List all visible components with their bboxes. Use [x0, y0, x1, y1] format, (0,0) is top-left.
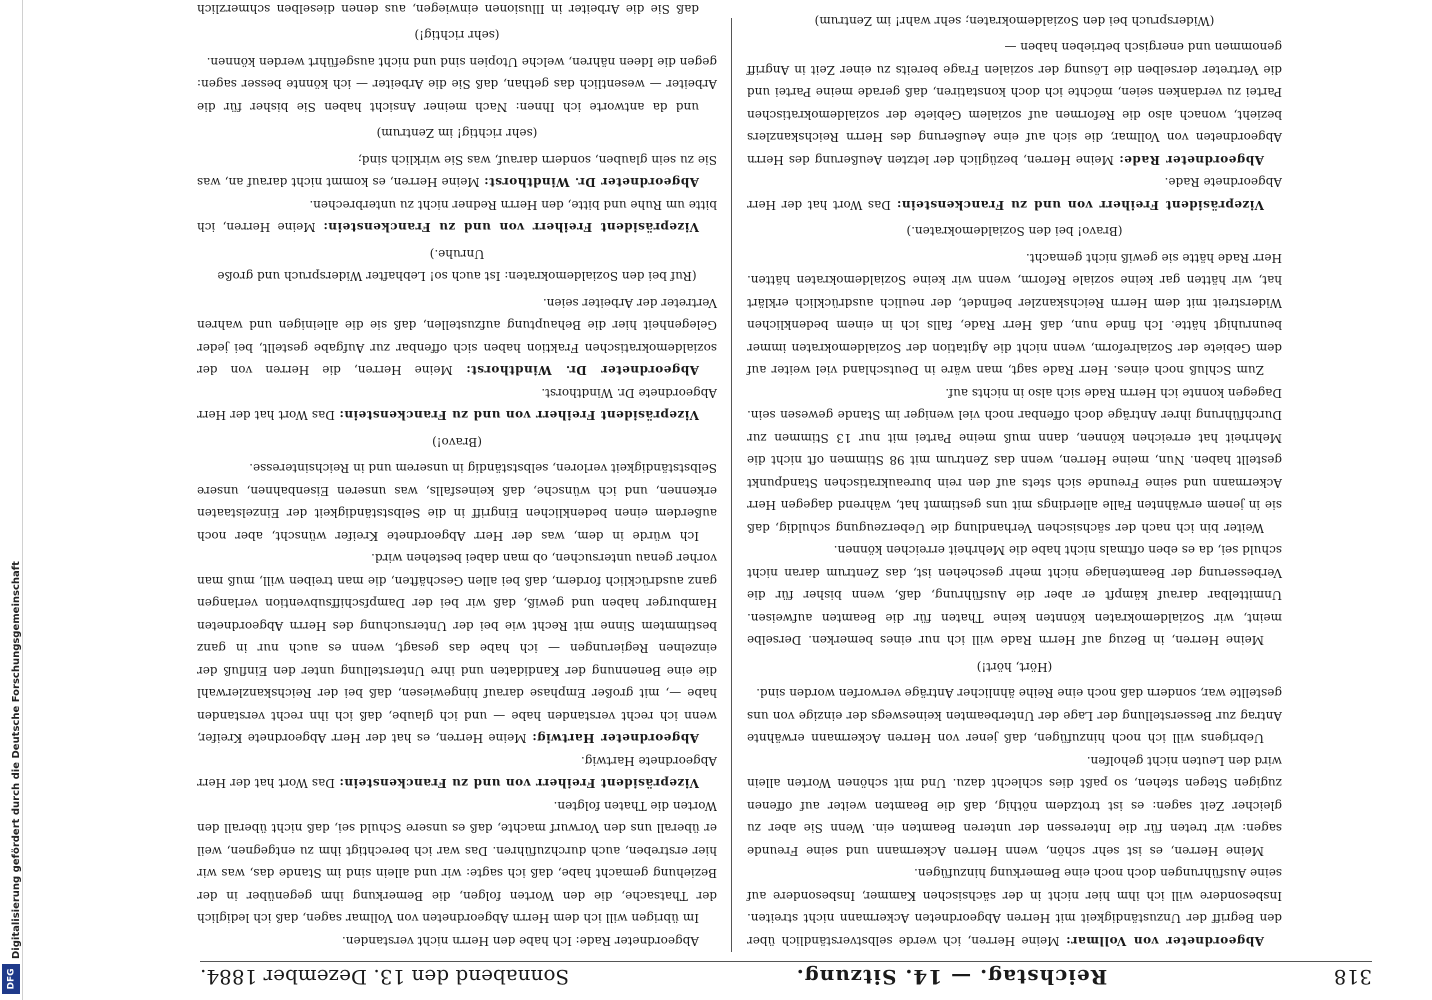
speech-paragraph: [197, 194, 717, 239]
text-paragraph: Weiter bin ich nach der sächsischen Verhandlung die Ueberzeugung schuldig, daß sie in jenem erwähnten Falle allerdings mit uns gestimmt hat, während dagegen Herr Ackermann und seine Freunde sich stets auf den rein bureaukratischen Standpunkt gestellt haben. Nun, meine Herren, wenn das Zentrum mit 98 Stimmen oft nicht die Mehrheit hat erreichen können, dann muß meine Partei mit nur 13 Stimmen zur Durchführung ihrer Anträge doch offenbar noch viel weniger im Stande gewesen sein. Dagegen konnte ich Herrn Rade sich also in nichts auf.: [747, 386, 1282, 535]
speaker-name: Vizepräsident Freiherr von und zu Franckenstein:: [338, 408, 699, 423]
page-header: [200, 961, 1372, 992]
speaker-name: Vizepräsident Freiherr von und zu Franckenstein:: [338, 776, 699, 791]
speech-paragraph: [197, 382, 717, 427]
speech-paragraph: [197, 547, 717, 750]
digitization-note: Digitalisierung gefördert durch die Deutsche Forschungsgemeinschaft: [11, 561, 22, 959]
speech-text: Das Wort hat der Herr Abgeordnete Rade.: [747, 175, 1282, 212]
speech-paragraph: [197, 292, 717, 382]
text-paragraph: Ich würde in dem, was der Herr Abgeordnete Kreifer wünscht, aber noch außerdem einen bedenklichen Eingriff in die Selbstständigkeit der Einzelstaaten erkennen, und ich wünsche, daß keinesfalls, was unseren Eisenbahnen, unsere Selbstständigkeit verloren, selbstständig in unserem und in Reichsinteresse.: [197, 461, 717, 543]
text-paragraph: Uebrigens will ich noch hinzufügen, daß jener von Herren Ackermann erwähnte Antrag zur Besserstellung der Lage der Unterbeamten keineswegs der einzige von uns gestellte war, sondern daß noch eine Reihe ähnlicher Anträge verworfen worden sind.: [747, 686, 1282, 746]
interjection-note: (Widerspruch bei den Sozialdemokraten; sehr wahr! im Zentrum): [814, 14, 1215, 28]
digitization-strip: [0, 0, 23, 1000]
running-title: Reichstag. — 14. Sitzung.: [795, 965, 1108, 989]
interjection-note: (sehr richtig! im Zentrum): [376, 126, 538, 141]
interjection-note: (Ruf bei den Sozialdemokraten: Ist auch so! Lebhafter Widerspruch und große Unruhe.): [217, 247, 697, 284]
speaker-name: Abgeordneter Dr. Windthorst:: [483, 175, 699, 190]
interjection-note: (Bravo!): [432, 435, 482, 449]
text-paragraph: Meine Herren, in Bezug auf Herrn Rade will ich nur eines bemerken. Derselbe meint, wir Sozialdemokraten könnten keine Thaten für die Beamten aufweisen. Unmittelbar darauf kämpft er aber die Ausführung, daß, wenn bisher für die Verbesserung der Beamtenlage nicht mehr geschehen ist, das Zentrum daran nicht schuld sei, da es eben oftmals nicht habe die Mehrheit erreichen können.: [747, 543, 1282, 648]
speaker-name: Vizepräsident Freiherr von und zu Franckenstein:: [322, 220, 699, 235]
text-paragraph: Abgeordneter Rade: Ich habe den Herrn nicht verstanden.: [341, 934, 699, 948]
speech-paragraph: [197, 750, 717, 795]
speech-paragraph: [747, 36, 1282, 171]
text-paragraph: und da antworte ich Ihnen: Nach meiner Ansicht haben Sie bisher für die Arbeiter — wesentlich das gethan, daß Sie die Arbeiter — ich könnte besser sagen: gegen die Ideen nähren, welche Utopien sind und nicht ausgeführt werden können.: [197, 55, 717, 114]
text-paragraph: Meine Herren, es ist sehr schön, wenn Herren Ackermann und seine Freunde sagen: wir treten für die Interessen der unteren Beamten ein. Wenn Sie aber zu gleicher Zeit sagen: es ist trotzdem nöthig, daß die Beamten weiter auf offenen zugigen Stegen stehen, so paßt dies schlecht dazu. Und mit schönen Worten allein wird den Leuten nicht geholfen.: [747, 754, 1282, 858]
page-number: 318: [1333, 965, 1372, 989]
interjection-note: (Bravo! bei den Sozialdemokraten.): [906, 224, 1123, 239]
speaker-name: Vizepräsident Freiherr von und zu Franckenstein:: [896, 198, 1264, 212]
speaker-name: Abgeordneter Rade:: [1118, 153, 1264, 167]
speech-paragraph: [197, 149, 717, 194]
interjection-note: (Hört, hört!): [976, 660, 1053, 674]
interjection-note: (sehr richtig!): [414, 28, 500, 43]
speech-text: Meine Herren, ich werde selbstverständlich über den Begriff der Unzuständigkeit mit Herren Abgeordneten Ackermann nicht streiten. Insbesondere will ich ihm hier nicht in der sächsischen Kammer, Insbesondere auf seine Ausführungen doch noch eine Bemerkung hinzufügen.: [747, 866, 1282, 948]
speech-text: Meine Herren, bezüglich der letzten Aeußerung des Herrn Abgeordneten von Vollmar, die sich auf eine Aeußerung des Herrn Reichskanzlers bezieht, wonach also die Reformen auf sozialem Gebiete der sozialdemokratischen Partei zu verdanken seien, möchte ich doch konstatiren, daß gerade meine Partei und die Vertreter derselben die Lösung der sozialen Frage bereits zu einer Zeit in Angriff genommen und energisch betrieben haben —: [747, 40, 1282, 167]
text-paragraph: daß Sie die Arbeiter in Illusionen einwiegen, aus denen dieselben schmerzlich: [197, 2, 699, 16]
speaker-name: Abgeordneter Hartwig:: [531, 731, 699, 746]
speech-text: Meine Herren, ich bitte um Ruhe und bitte, den Herrn Redner nicht zu unterbrechen.: [197, 198, 717, 235]
text-paragraph: Im übrigen will ich dem Herrn Abgeordneten von Vollmar sagen, daß ich lediglich der Thatsache, die den Worten folgen, die Bemerkung ihm gegenüber in der Beziehung gemacht habe, daß ich sagte: wir und allein sind im Stande das, was wir hier erstreben, auch durchzuführen. Das war ich berechtigt ihm zu entgegnen, weil er überall uns den Vorwurf machte, daß es unsere Schuld sei, daß nicht überall den Worten die Thaten folgten.: [197, 799, 717, 926]
text-paragraph: Zum Schluß noch eines. Herr Rade sagt, man wäre in Deutschland viel weiter auf dem Gebiete der Sozialreform, wenn nicht die Agitation der Sozialdemokraten immer beunruhigt hätte. Ich finde nun, daß Herr Rade, falls ich in einem bedenklichen Widerstreit mit dem Herrn Reichskanzler befindet, der neulich ausdrücklich erklärt hat, wir hätten gar keine soziale Reform, wenn wir keine Sozialdemokraten hätten. Herr Rade hätte sie gewiß nicht gemacht.: [747, 251, 1282, 378]
left-text-column: [747, 14, 1282, 952]
session-date: Sonnabend den 13. Dezember 1884.: [200, 965, 570, 989]
speech-text: Meine Herren, es kommt nicht darauf an, was Sie zu sein glauben, sondern darauf, was Sie wirklich sind;: [196, 153, 717, 190]
column-divider: [731, 18, 732, 952]
right-text-column: [196, 2, 717, 952]
speech-paragraph: [747, 171, 1282, 216]
speaker-name: Abgeordneter von Vollmar:: [1065, 934, 1264, 948]
text-paragraph: [747, 0, 1282, 6]
speech-text: Das Wort hat der Herr Abgeordnete Hartwig.: [197, 754, 717, 791]
speech-text: Meine Herren, es hat der Herr Abgeordnete Kreifer, wenn ich recht verstanden habe — und ich glaube, daß ich ihn recht verstanden habe —, mit großer Emphase darauf hingewiesen, daß bei der Reichskanzlerwahl die eine Benennung der Kandidaten und ihre Unterstellung unter den Einfluß der einzelnen Regierungen — ich habe das gesagt, wenn es auch nur in ganz bestimmtem Sinne mit Recht wie bei der Untersuchung des Herrn Abgeordneten Hamburger haben und gewiß, daß wir bei der Dampfschiffsubvention verlangen ganz ausdrücklich fordern, daß bei allen Geschäften, die man treiben will, muß man vorher genau untersuchen, ob man dabei bestehen wird.: [197, 551, 717, 746]
speech-text: Das Wort hat der Herr Abgeordnete Dr. Windthorst.: [197, 386, 717, 423]
dfg-logo: [2, 964, 20, 994]
speaker-name: Abgeordneter Dr. Windthorst:: [465, 363, 699, 378]
dfg-logo-label: DFG: [6, 968, 17, 990]
speech-paragraph: [747, 862, 1282, 952]
speech-text: Meine Herren, die Herren von der sozialdemokratischen Fraktion haben sich offenbar zur Aufgabe gestellt, bei jeder Gelegenheit hier die Behauptung aufzustellen, daß sie die alleinigen und wahren Vertreter der Arbeiter seien.: [197, 296, 717, 378]
